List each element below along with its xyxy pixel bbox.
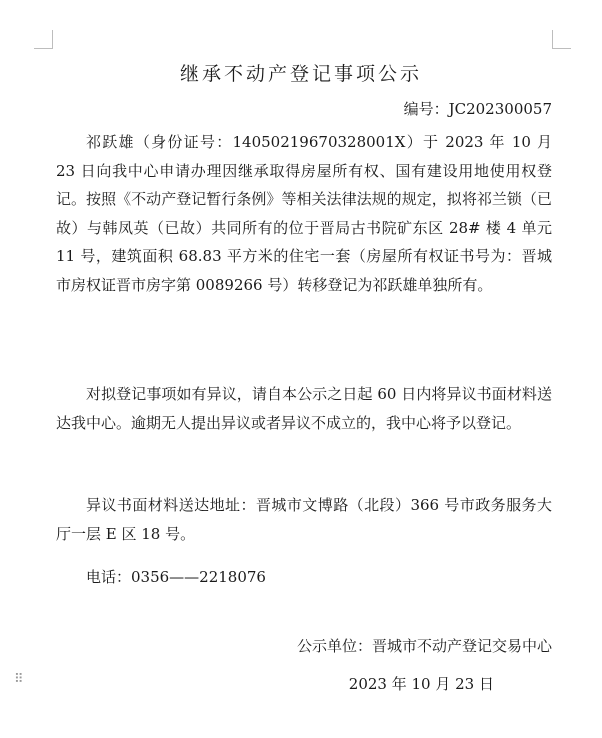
crop-mark-top-left [34, 30, 53, 49]
issuing-unit: 公示单位：晋城市不动产登记交易中心 [296, 637, 552, 655]
paragraph-address: 异议书面材料送达地址：晋城市文博路（北段）366 号市政务服务大厅一层 E 区 18 号。 [56, 496, 552, 543]
paragraph-application: 祁跃雄（身份证号：14050219670328001X）于 2023 年 10 月 23 日向我中心申请办理因继承取得房屋所有权、国有建设用地使用权登记。按照《不动产登记暂行条例》等相关法律法规的规定，拟将祁兰锁（已故）与韩凤英（已故）共同所有的位于晋局古书院矿东区 28# 楼 4 单元 11 号，建筑面积 68.83 平方米的住宅一套（房屋所有权证书号为：晋城市房权证晋市房字第 0089266 号）转移登记为祁跃雄单独所有。 [56, 133, 552, 294]
issue-date: 2023 年 10 月 23 日 [348, 675, 494, 693]
document-number: 编号：JC202300057 [403, 100, 552, 118]
document-title: 继承不动产登记事项公示 [179, 63, 422, 85]
paragraph-objection: 对拟登记事项如有异议，请自本公示之日起 60 日内将异议书面材料送达我中心。逾期无人提出异议或者异议不成立的，我中心将予以登记。 [56, 385, 552, 432]
paragraph-phone: 电话：0356——2218076 [86, 568, 266, 586]
drag-handle-icon[interactable]: ⠿ [14, 672, 23, 687]
crop-mark-top-right [552, 30, 571, 49]
